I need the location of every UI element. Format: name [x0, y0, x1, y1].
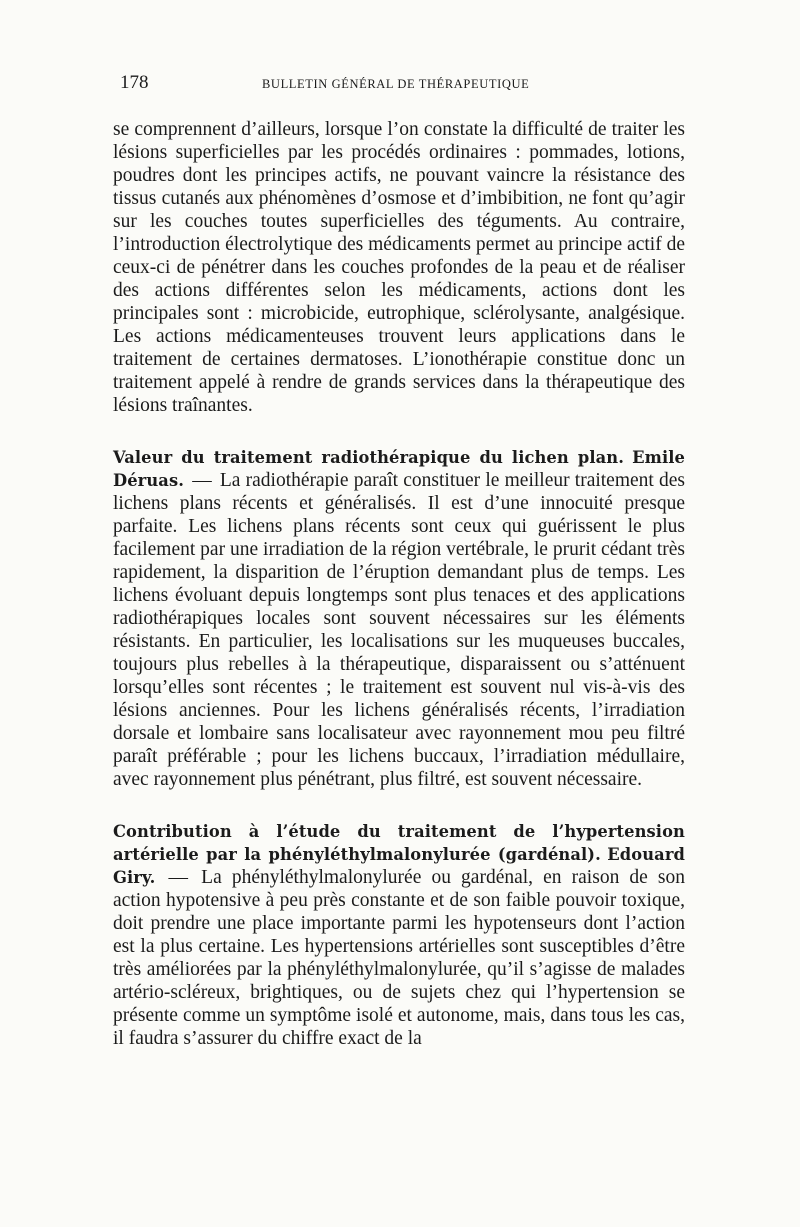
running-title: BULLETIN GÉNÉRAL DE THÉRAPEUTIQUE [262, 77, 530, 91]
paragraph-continuation [113, 118, 685, 417]
abstract-lichen-plan [113, 446, 685, 791]
page-number: 178 [120, 72, 149, 93]
article-author: Emile Déruas. [113, 448, 685, 490]
page-body [113, 118, 685, 1050]
article-author: Edouard Giry. [113, 845, 685, 887]
page-header [120, 72, 682, 98]
article-title: Contribution à l’étude du traitement de l’hypertension artérielle par la phényléthylmalonylurée (gardénal). [113, 822, 685, 864]
separator-dash: — [168, 867, 189, 888]
paragraph-text: se comprennent d’ailleurs, lorsque l’on constate la difficulté de traiter les lésions superficielles par les procédés ordinaires : pommades, lotions, poudres dont les principes actifs, ne pouvant vaincre la résistance des tissus cutanés aux phénomènes d’osmose et d’imbibition, ne font qu’agir sur les couches toutes superficielles des téguments. Au contraire, l’introduction électrolytique des médicaments permet au principe actif de ceux-ci de pénétrer dans les couches profondes de la peau et de réaliser des actions différentes selon les médicaments, actions dont les principales sont : microbicide, eutrophique, sclérolysante, analgésique. Les actions médicamenteuses trouvent leurs applications dans le traitement de certaines dermatoses. L’ionothérapie constitue donc un traitement appelé à rendre de grands services dans la thérapeutique des lésions traînantes. [113, 119, 685, 416]
abstract-text: La phényléthylmalonylurée ou gardénal, en raison de son action hypotensive à peu près constante et de son faible pouvoir toxique, doit prendre une place importante parmi les hypotenseurs dont l’action est la plus certaine. Les hypertensions artérielles sont susceptibles d’être très améliorées par la phényléthylmalonylurée, qu’il s’agisse de malades artério-scléreux, brightiques, ou de sujets chez qui l’hypertension se présente comme un symptôme isolé et autonome, mais, dans tous les cas, il faudra s’assurer du chiffre exact de la [113, 867, 686, 1049]
article-title: Valeur du traitement radiothérapique du lichen plan. [113, 448, 624, 467]
separator-dash: — [192, 470, 212, 491]
abstract-text: La radiothérapie paraît constituer le meilleur traitement des lichens plans récents et généralisés. Il est d’une innocuité presque parfaite. Les lichens plans récents sont ceux qui guérissent le plus facilement par une irradiation de la région vertébrale, le prurit cédant très rapidement, la disparition de l’éruption demandant plus de temps. Les lichens évoluant depuis longtemps sont plus tenaces et des applications radiothérapiques locales sont souvent nécessaires sur les éléments résistants. En particulier, les localisations sur les muqueuses buccales, toujours plus rebelles à la thérapeutique, disparaissent ou s’atténuent lorsqu’elles sont récentes ; le traitement est souvent nul vis-à-vis des lésions anciennes. Pour les lichens généralisés récents, l’irradiation dorsale et lombaire sans localisateur avec rayonnement mou peu filtré paraît préférable ; pour les lichens buccaux, l’irradiation médullaire, avec rayonnement plus pénétrant, plus filtré, est souvent nécessaire. [113, 470, 686, 790]
abstract-hypertension [113, 820, 685, 1050]
